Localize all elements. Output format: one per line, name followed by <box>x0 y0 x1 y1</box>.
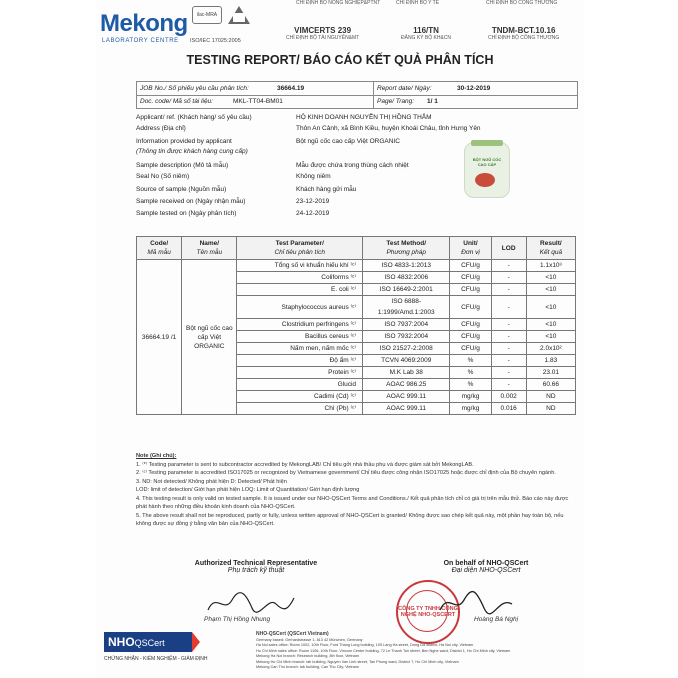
cell-unit: CFU/g <box>450 331 491 343</box>
company-rep-subtitle: Đại diện NHO-QSCert <box>451 567 521 574</box>
cell-unit: % <box>450 379 491 391</box>
cell-lod: - <box>491 260 526 272</box>
cell-param: Bacillus cereus ⁽ᶜ⁾ <box>237 331 363 343</box>
cell-unit: CFU/g <box>450 343 491 355</box>
cell-method: ISO 16649-2:2001 <box>363 284 450 296</box>
cell-lod: - <box>491 272 526 284</box>
company-signature-icon <box>436 588 516 616</box>
meta-row-job <box>137 82 577 96</box>
letterhead <box>96 0 584 50</box>
notes-section <box>136 452 576 529</box>
info-label-address: Address (Địa chỉ) <box>136 125 186 132</box>
cell-unit: mg/kg <box>450 403 491 415</box>
company-signature-block <box>396 560 576 574</box>
date-label: Report date/ Ngày: <box>373 82 432 95</box>
cell-method: TCVN 4069:2009 <box>363 355 450 367</box>
info-value-tested: 24-12-2019 <box>296 210 330 217</box>
col-unit: Unit/ Đơn vị <box>450 237 491 260</box>
accreditation-top-3: CHỈ ĐỊNH BỘ CÔNG THƯƠNG <box>486 0 558 6</box>
cell-unit: mg/kg <box>450 391 491 403</box>
cell-unit: CFU/g <box>450 284 491 296</box>
cell-method: ISO 21527-2:2008 <box>363 343 450 355</box>
col-method: Test Method/ Phương pháp <box>363 237 450 260</box>
cell-unit: CFU/g <box>450 260 491 272</box>
cell-result: <10 <box>526 284 575 296</box>
cell-method: ISO 7937:2004 <box>363 319 450 331</box>
iso-caption: ISO/IEC 17025:2005 <box>190 38 241 44</box>
info-value-seal: Không niêm <box>296 173 331 180</box>
info-label-received: Sample received on (Ngày nhận mẫu) <box>136 198 246 205</box>
cell-lod: - <box>491 379 526 391</box>
cell-lod: - <box>491 343 526 355</box>
meta-row-doc <box>137 95 577 108</box>
nho-caption: CHỨNG NHẬN - KIỂM NGHIỆM - GIÁM ĐỊNH <box>104 656 208 662</box>
info-label-applicant: Applicant/ ref. (Khách hàng/ số yêu cầu) <box>136 114 252 121</box>
info-label-provided: Information provided by applicant <box>136 138 232 145</box>
col-lod: LOD <box>491 237 526 260</box>
technical-signature-icon <box>206 590 296 616</box>
cell-param: Tổng số vi khuẩn hiếu khí ⁽ᶜ⁾ <box>237 260 363 272</box>
accreditation-top-2: CHỈ ĐỊNH BỘ Y TẾ <box>396 0 440 6</box>
note-item: LOD: limit of detection/ Giới hạn phát hiện LOQ: Limit of Quantitation/ Giới hạn định lượng <box>136 487 360 493</box>
cell-method: ISO 4832:2006 <box>363 272 450 284</box>
cell-unit: CFU/g <box>450 296 491 319</box>
info-label-source: Source of sample (Nguồn mẫu) <box>136 186 227 193</box>
cell-lod: 0.002 <box>491 391 526 403</box>
info-value-address: Thôn An Cảnh, xã Bình Kiều, huyện Khoái Châu, tỉnh Hưng Yên <box>296 125 481 132</box>
info-value-applicant: HỘ KINH DOANH NGUYỄN THỊ HỒNG THẮM <box>296 114 432 121</box>
info-label-description: Sample description (Mô tả mẫu) <box>136 162 229 169</box>
col-code: Code/ Mã mẫu <box>137 237 182 260</box>
cell-result: 1.83 <box>526 355 575 367</box>
col-param: Test Parameter/ Chỉ tiêu phân tích <box>237 237 363 260</box>
cell-lod: - <box>491 296 526 319</box>
note-item: 3. ND: Not detected/ Không phát hiện D: Detected/ Phát hiện <box>136 478 287 485</box>
info-value-provided: Bột ngũ cốc cao cấp Việt ORGANIC <box>296 138 400 145</box>
cell-param: Glucid <box>237 379 363 391</box>
cell-param: Nấm men, nấm mốc ⁽ᶜ⁾ <box>237 343 363 355</box>
report-title: TESTING REPORT/ BÁO CÁO KẾT QUẢ PHÂN TÍCH <box>186 53 494 67</box>
company-rep-title: On behalf of NHO-QSCert <box>443 560 529 567</box>
note-item: 4. This testing result is only valid on tested sample. It is issued under our NHO-QSCert Terms and Conditions./ Kết quả phân tích chỉ có giá trị trên mẫu thử. Báo cáo này được phát hành theo những điều khoản kinh doanh của NHO-QSCert. <box>136 495 569 510</box>
page-label: Page/ Trang: <box>373 95 414 108</box>
cell-method: AOAC 999.11 <box>363 403 450 415</box>
accreditation-triangle-inner <box>233 13 245 22</box>
note-item: 2. ⁽ᶜ⁾ Testing parameter is accredited ISO17025 or recognized by Vietnamese government/ Chỉ tiêu được công nhận ISO17025 hoặc được chỉ định của Bộ chuyên ngành. <box>136 470 556 476</box>
info-value-description: Mẫu được chứa trong thùng cách nhiệt <box>296 162 409 169</box>
sample-code-cell: 36664.19 /1 <box>137 260 182 415</box>
col-name: Name/ Tên mẫu <box>182 237 237 260</box>
cell-result: ND <box>526 403 575 415</box>
table-row <box>137 260 576 272</box>
info-label-tested: Sample tested on (Ngày phân tích) <box>136 210 237 217</box>
technical-rep-subtitle: Phụ trách kỹ thuật <box>227 567 285 574</box>
product-fruit-graphic <box>475 173 495 187</box>
cell-unit: % <box>450 355 491 367</box>
cell-method: ISO 7932:2004 <box>363 331 450 343</box>
cell-result: <10 <box>526 296 575 319</box>
cell-unit: CFU/g <box>450 319 491 331</box>
notes-title: Note (Ghi chú): <box>136 453 177 459</box>
sample-name-cell: Bột ngũ cốc cao cấp Việt ORGANIC <box>182 260 237 415</box>
cell-method: ISO 4833-1:2013 <box>363 260 450 272</box>
page-value: 1/ 1 <box>427 98 438 105</box>
mekong-logo: Mekong <box>100 10 188 37</box>
results-header-row <box>137 237 576 260</box>
job-value: 36664.19 <box>277 85 305 92</box>
cell-param: Cadimi (Cd) ⁽ᶜ⁾ <box>237 391 363 403</box>
product-photo <box>464 142 510 198</box>
cell-param: Staphylococcus aureus ⁽ᶜ⁾ <box>237 296 363 319</box>
nho-qscert-logo: NHOQSCert <box>104 632 192 652</box>
cell-param: Độ ẩm ⁽ᶜ⁾ <box>237 355 363 367</box>
cell-result: ND <box>526 391 575 403</box>
info-label-provided-vn: (Thông tin được khách hàng cung cấp) <box>136 148 248 155</box>
cell-result: 23.01 <box>526 367 575 379</box>
cell-result: <10 <box>526 272 575 284</box>
technical-rep-name: Phạm Thị Hồng Nhung <box>204 616 271 623</box>
report-meta-box <box>136 81 578 109</box>
note-item: 1. ⁽*⁾ Testing parameter is sent to subcontractor accredited by MekongLAB/ Chỉ tiêu gởi nhà thầu phụ và được giám sát bởi MekongLAB. <box>136 461 474 468</box>
accreditation-116tn: 116/TN ĐĂNG KÝ BỘ KH&CN <box>401 26 452 41</box>
note-item: 5. The above result shall not be reproduced, partly or fully, unless written approval of NHO-QSCert is granted/ Không được sao chép kết quả này, một phần hay toàn bộ, nếu không được sự đồng ý bằng văn bản của NHO-QSCert. <box>136 512 564 527</box>
doc-value: MKL-TT04-BM01 <box>233 98 283 105</box>
cell-lod: - <box>491 355 526 367</box>
cell-result: <10 <box>526 331 575 343</box>
cell-lod: - <box>491 367 526 379</box>
product-label: BỘT NGŨ CỐC CAO CẤP <box>472 157 502 167</box>
col-result: Result/ Kết quả <box>526 237 575 260</box>
cell-unit: % <box>450 367 491 379</box>
cell-lod: - <box>491 284 526 296</box>
technical-signature-block <box>166 560 346 574</box>
cell-method: ISO 6888-1:1999/Amd.1:2003 <box>363 296 450 319</box>
results-table <box>136 236 576 415</box>
job-label: JOB No./ Số phiếu yêu cầu phân tích: <box>140 85 249 92</box>
cell-unit: CFU/g <box>450 272 491 284</box>
accreditation-top-1: CHỈ ĐỊNH BỘ NÔNG NGHIỆP&PTNT <box>296 0 381 6</box>
footer-addresses: NHO-QSCert (QSCert Vietnam) Germany based: Gerhardstrasse 1, 813 42 München, Germany Ha Noi sales office: Room 1002, 10th Floor, Ford Thang Long building, 105 Lang Ha street, Dong Da district, Ha Noi city, Vietnam Ho Chi Minh sales office: Room 1106, 10th Floor, Vincom Center building, 72 Le Thanh Ton street, Ben Nghe ward, District 1, Ho Chi Minh city, Vietnam Mekong Ha Noi branch: Research building, 8th floor, Vietnam Mekong Ho Chi Minh branch: lab building, Nguyen Van Linh street, Tan Phong ward, District 7, Ho Chi Minh city, Vietnam Mekong Can Tho branch: lab building, Can Tho City, Vietnam <box>256 631 511 669</box>
product-lid <box>471 140 503 146</box>
cell-method: M.K Lab 38 <box>363 367 450 379</box>
cell-param: Chì (Pb) ⁽ᶜ⁾ <box>237 403 363 415</box>
company-rep-name: Hoàng Bá Nghị <box>474 616 519 623</box>
cell-lod: - <box>491 331 526 343</box>
technical-rep-title: Authorized Technical Representative <box>194 560 318 567</box>
report-sheet <box>96 0 584 678</box>
accreditation-tndm: TNDM-BCT.10.16 CHỈ ĐỊNH BỘ CÔNG THƯƠNG <box>488 26 560 41</box>
cell-result: 1.1x10³ <box>526 260 575 272</box>
date-value: 30-12-2019 <box>457 85 491 92</box>
mekong-logo-subtitle: LABORATORY CENTRE <box>102 38 179 44</box>
cell-param: Protein ⁽ᶜ⁾ <box>237 367 363 379</box>
stamp-text: CÔNG TY TNHH CÔNG NGHỆ NHO-QSCERT <box>398 606 458 618</box>
cell-param: Coliforms ⁽ᶜ⁾ <box>237 272 363 284</box>
cell-method: AOAC 999.11 <box>363 391 450 403</box>
cell-result: 2.0x10² <box>526 343 575 355</box>
cell-param: E. coli ⁽ᶜ⁾ <box>237 284 363 296</box>
info-value-source: Khách hàng gửi mẫu <box>296 186 357 193</box>
info-label-seal: Seal No (Số niêm) <box>136 173 190 180</box>
cell-lod: - <box>491 319 526 331</box>
cell-param: Clostridium perfringens ⁽ᶜ⁾ <box>237 319 363 331</box>
cell-result: 60.66 <box>526 379 575 391</box>
info-value-received: 23-12-2019 <box>296 198 330 205</box>
doc-label: Doc. code/ Mã số tài liệu: <box>140 98 213 105</box>
accreditation-vimcerts: VIMCERTS 239 CHỈ ĐỊNH BỘ TÀI NGUYÊN&MT <box>286 26 360 41</box>
footer <box>96 626 584 672</box>
cell-lod: 0.016 <box>491 403 526 415</box>
ilac-mra-badge: ilac-MRA <box>192 6 222 24</box>
cell-result: <10 <box>526 319 575 331</box>
cell-method: AOAC 986.25 <box>363 379 450 391</box>
